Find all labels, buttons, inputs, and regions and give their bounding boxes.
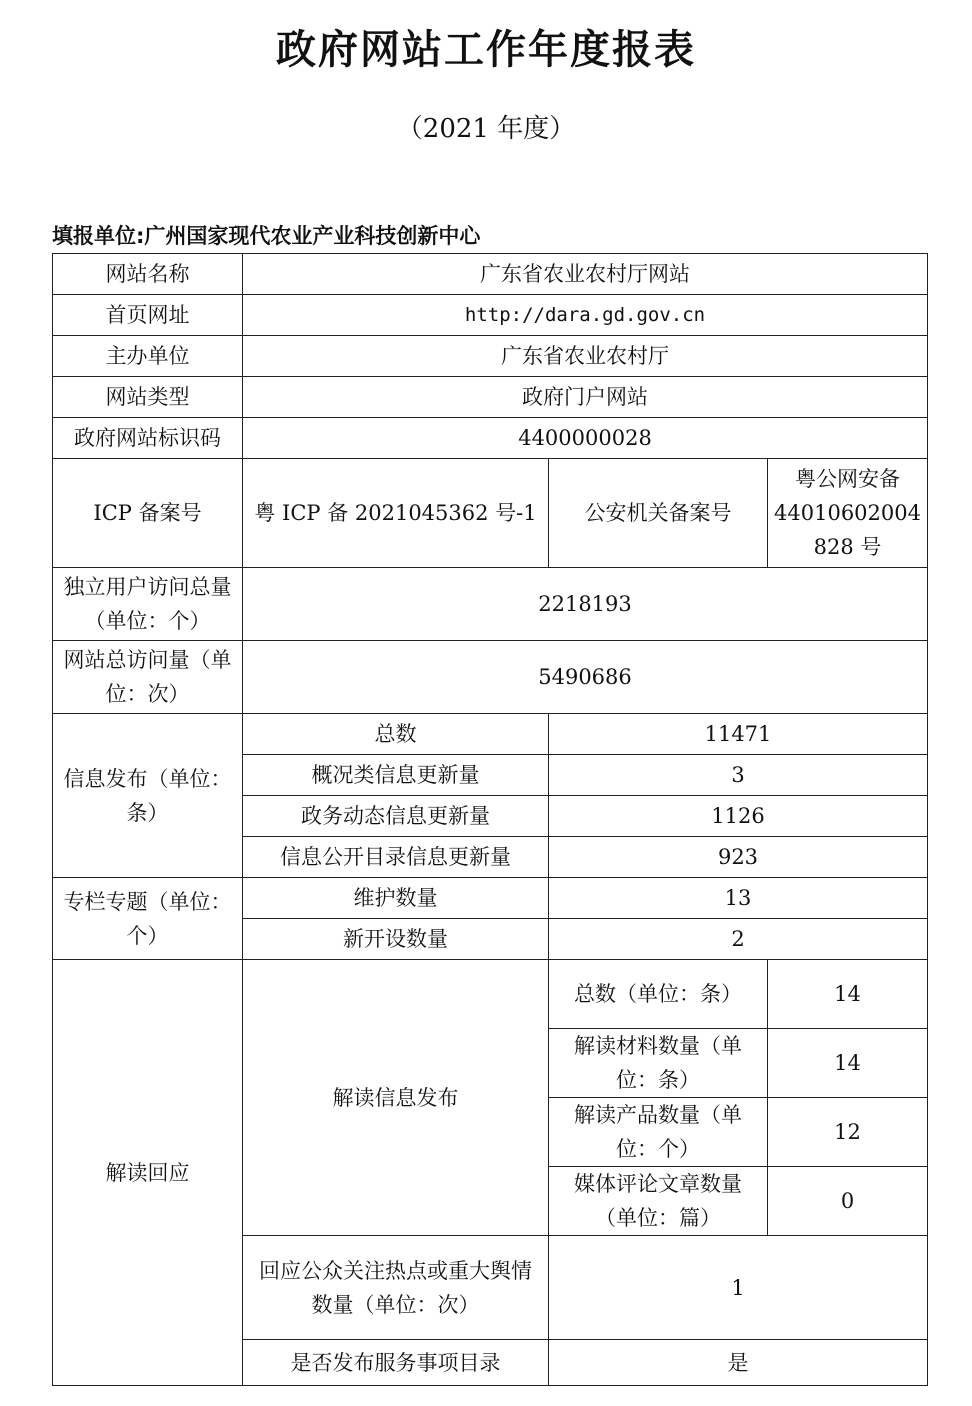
sub-label: 信息公开目录信息更新量 xyxy=(243,837,549,878)
sub-label: 政务动态信息更新量 xyxy=(243,796,549,837)
table-row xyxy=(53,254,928,295)
sub-label: 是否发布服务事项目录 xyxy=(243,1340,549,1386)
group-label: 信息发布（单位：条） xyxy=(53,714,243,878)
homepage-url: http://dara.gd.gov.cn xyxy=(243,295,928,336)
row-value: 广东省农业农村厅 xyxy=(243,336,928,377)
row-label: ICP 备案号 xyxy=(53,459,243,568)
sub-value: 0 xyxy=(768,1167,928,1236)
sub-value: 1126 xyxy=(549,796,928,837)
table-row xyxy=(53,641,928,714)
table-row xyxy=(53,295,928,336)
row-label: 首页网址 xyxy=(53,295,243,336)
sub-label: 媒体评论文章数量（单位：篇） xyxy=(549,1167,768,1236)
table-row xyxy=(53,459,928,568)
row-value: 4400000028 xyxy=(243,418,928,459)
sub-value: 是 xyxy=(549,1340,928,1386)
table-row xyxy=(53,960,928,1029)
sub-value: 14 xyxy=(768,1029,928,1098)
report-table xyxy=(52,253,928,1386)
sub-label: 新开设数量 xyxy=(243,919,549,960)
police-record-number: 粤公网安备 44010602004 828 号 xyxy=(768,459,928,568)
sub-label: 概况类信息更新量 xyxy=(243,755,549,796)
row-label: 网站类型 xyxy=(53,377,243,418)
table-row xyxy=(53,714,928,755)
group-label: 解读回应 xyxy=(53,960,243,1386)
row-label: 网站名称 xyxy=(53,254,243,295)
sub-value: 923 xyxy=(549,837,928,878)
table-row xyxy=(53,336,928,377)
row-value: 广东省农业农村厅网站 xyxy=(243,254,928,295)
sub-value: 1 xyxy=(549,1236,928,1340)
sub-value: 11471 xyxy=(549,714,928,755)
row-label: 政府网站标识码 xyxy=(53,418,243,459)
row-label: 独立用户访问总量（单位：个） xyxy=(53,568,243,641)
sub-group-label: 解读信息发布 xyxy=(243,960,549,1236)
table-row xyxy=(53,878,928,919)
icp-number: 粤 ICP 备 2021045362 号-1 xyxy=(243,459,549,568)
page-title: 政府网站工作年度报表 xyxy=(276,27,696,73)
sub-value: 3 xyxy=(549,755,928,796)
table-row xyxy=(53,568,928,641)
sub-label: 回应公众关注热点或重大舆情数量（单位：次） xyxy=(243,1236,549,1340)
row-value: 2218193 xyxy=(243,568,928,641)
group-label: 专栏专题（单位：个） xyxy=(53,878,243,960)
filing-unit: 填报单位:广州国家现代农业产业科技创新中心 xyxy=(52,224,481,248)
row-value: 5490686 xyxy=(243,641,928,714)
row-label: 主办单位 xyxy=(53,336,243,377)
sub-value: 14 xyxy=(768,960,928,1029)
report-year: （2021 年度） xyxy=(396,114,576,144)
row-value: 政府门户网站 xyxy=(243,377,928,418)
sub-value: 2 xyxy=(549,919,928,960)
sub-label: 总数 xyxy=(243,714,549,755)
sub-value: 12 xyxy=(768,1098,928,1167)
police-record-label: 公安机关备案号 xyxy=(549,459,768,568)
sub-label: 解读产品数量（单位：个） xyxy=(549,1098,768,1167)
sub-label: 维护数量 xyxy=(243,878,549,919)
sub-label: 解读材料数量（单位：条） xyxy=(549,1029,768,1098)
sub-label: 总数（单位：条） xyxy=(549,960,768,1029)
sub-value: 13 xyxy=(549,878,928,919)
row-label: 网站总访问量（单位：次） xyxy=(53,641,243,714)
table-row xyxy=(53,418,928,459)
table-row xyxy=(53,377,928,418)
